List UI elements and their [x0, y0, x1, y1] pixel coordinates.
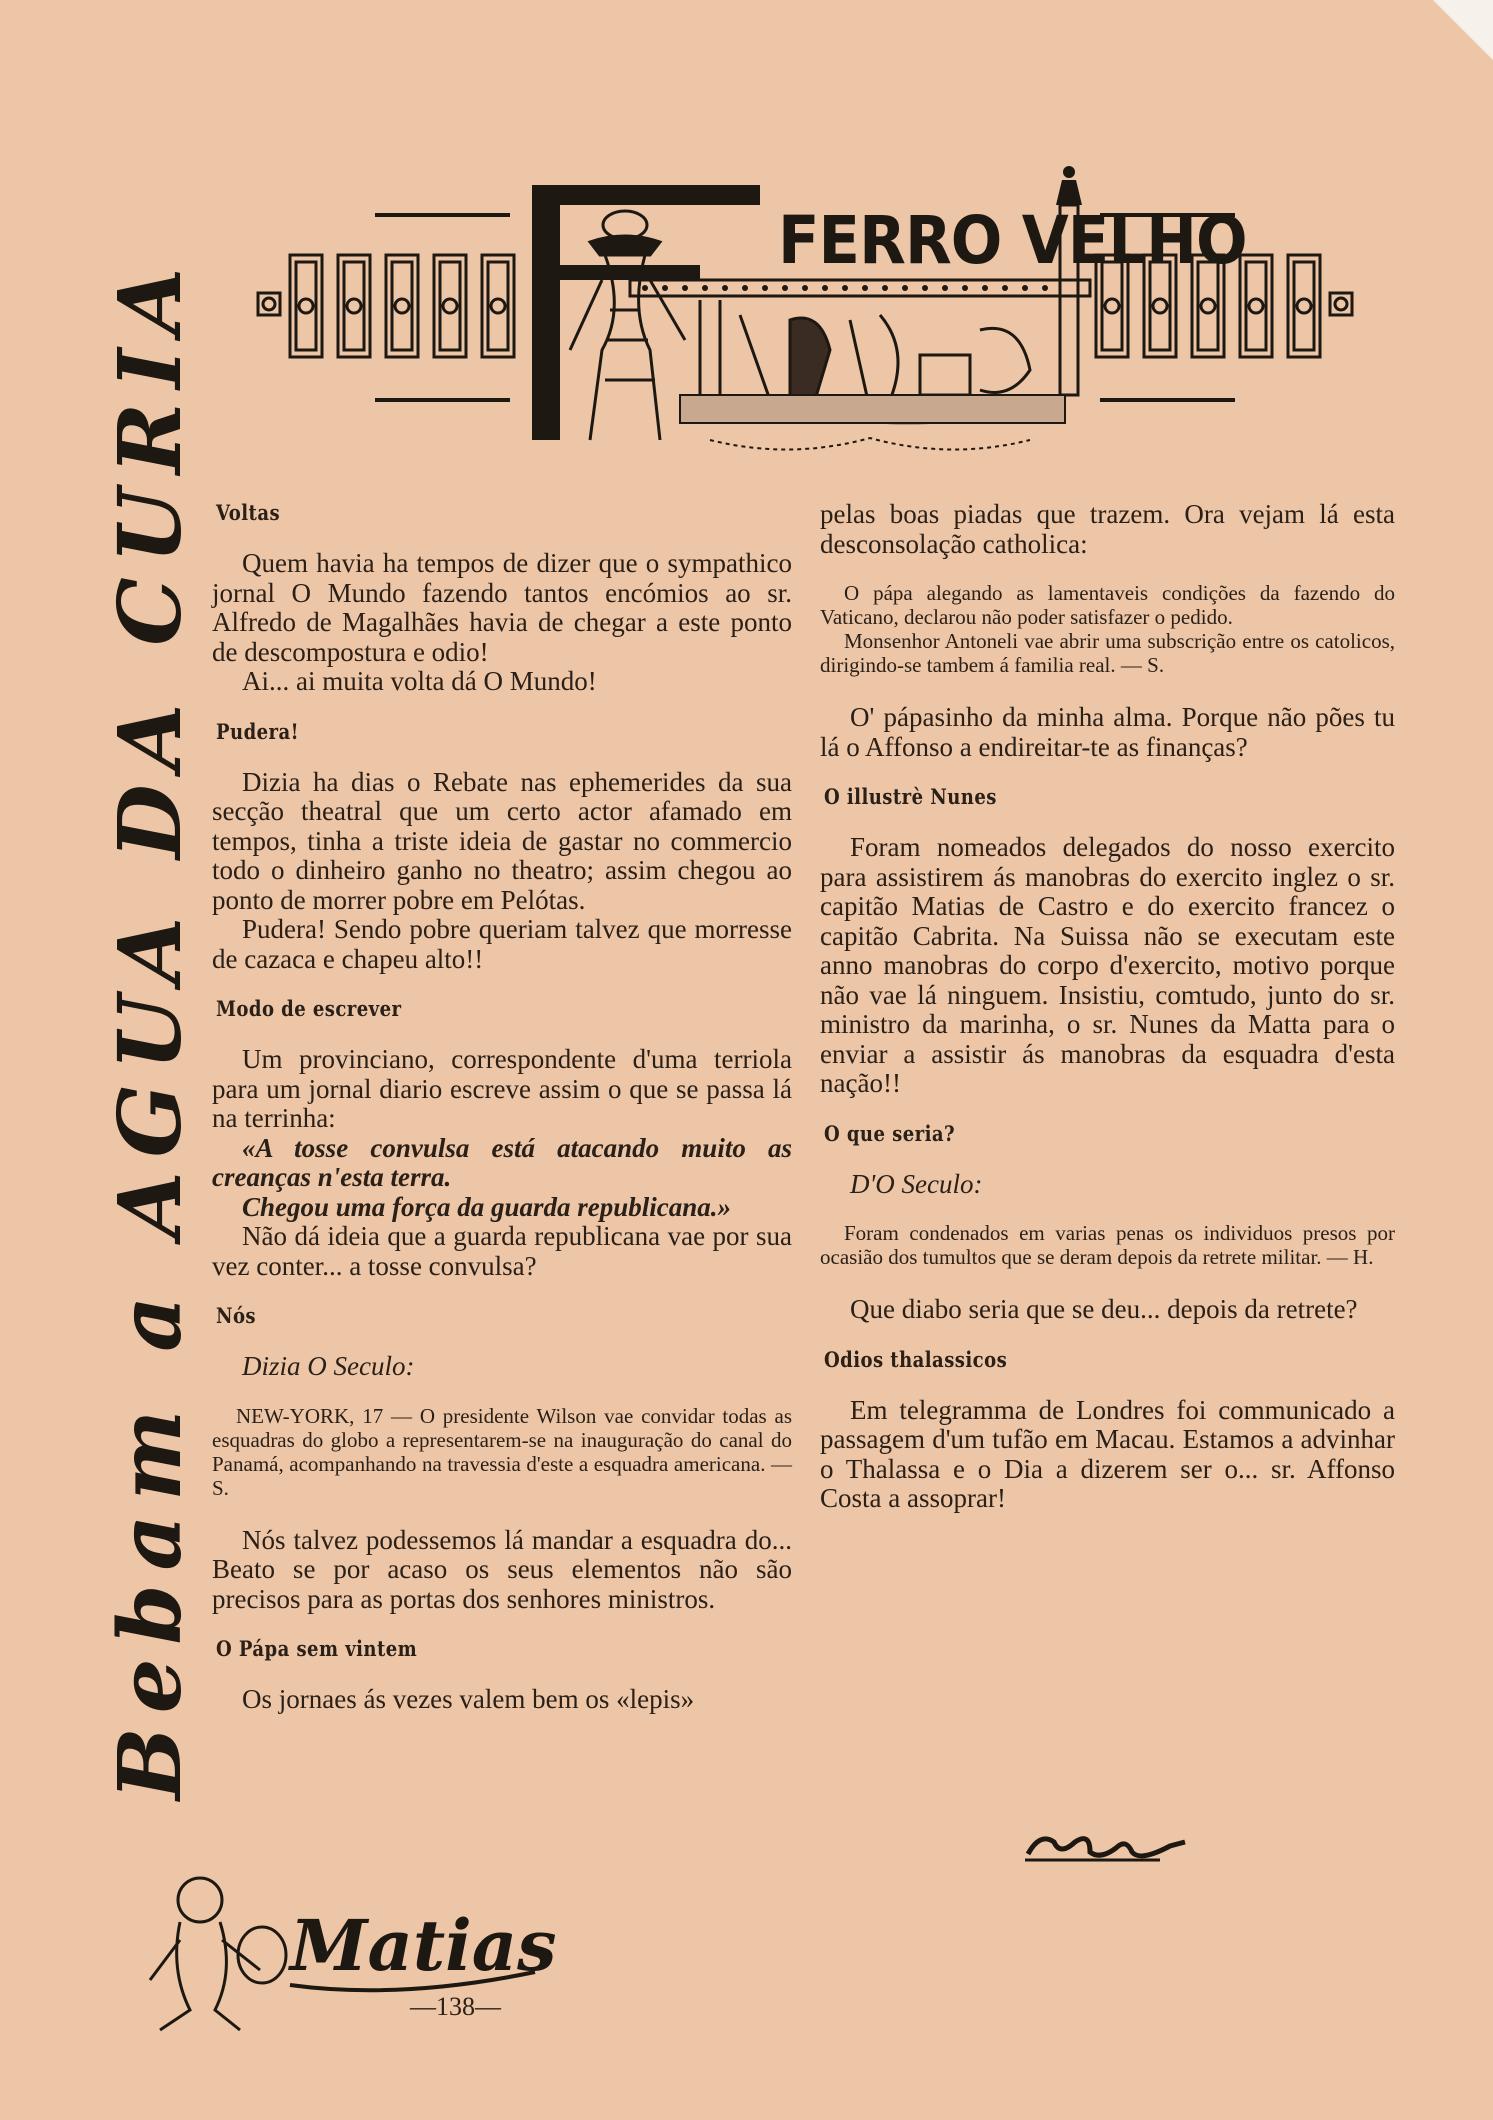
paragraph: Ai... ai muita volta dá O Mundo! — [242, 666, 597, 696]
side-banner: Bebam a AGUA DA CURIA — [100, 253, 201, 1800]
news-quote: Foram condenados em varias penas os individuos presos por ocasião dos tumultos que se deram depois da retrete militar. — H. — [820, 1221, 1395, 1269]
paragraph: Um provinciano, correspondente d'uma terriola para um jornal diario escreve assim o que se passa lá na terrinha: — [212, 1044, 792, 1133]
paragraph: pelas boas piadas que trazem. Ora vejam lá esta desconsolação catholica: — [820, 499, 1395, 559]
paragraph: D'O Seculo: — [850, 1168, 983, 1199]
page-number: —138— — [410, 1992, 501, 2021]
header-title: FERRO VELHO — [778, 202, 1247, 279]
heading-nos: Nós — [216, 1303, 257, 1328]
news-quote: O pápa alegando as lamentaveis condições da fazendo do Vaticano, declarou não poder satisfazer o pedido. — [820, 581, 1395, 629]
heading-o-que-seria: O que seria? — [824, 1120, 956, 1146]
svg-text:Matias: Matias — [290, 1904, 557, 1987]
heading-modo-de-escrever: Modo de escrever — [216, 996, 402, 1021]
paragraph: Foram nomeados delegados do nosso exercito para assistirem ás manobras do exercito inglez o sr. capitão Matias de Castro e do exercito francez o capitão Cabrita. Na Suissa não se executam este anno manobras do corpo d'exercito, motivo porque não vae lá ninguem. Insistiu, comtudo, junto do sr. ministro da marinha, o sr. Nunes da Matta para o enviar a assistir ás manobras da esquadra d'esta nação!! — [820, 832, 1395, 1098]
paragraph: Pudera! Sendo pobre queriam talvez que morresse de cazaca e chapeu alto!! — [212, 914, 792, 974]
header-illustration — [230, 150, 1370, 460]
paragraph: Que diabo seria que se deu... depois da retrete? — [850, 1294, 1358, 1324]
paragraph: Não dá ideia que a guarda republicana vae por sua vez conter... a tosse convulsa? — [212, 1221, 792, 1281]
torn-corner — [1433, 0, 1493, 60]
heading-voltas: Voltas — [216, 500, 281, 525]
paragraph: Os jornaes ás vezes valem bem os «lepis» — [242, 1684, 695, 1714]
signature-icon — [1020, 1812, 1190, 1877]
ferro-velho-header — [230, 150, 1370, 460]
paragraph: Dizia ha dias o Rebate nas ephemerides da sua secção theatral que um certo actor afamado em tempos, tinha a triste ideia de gastar no commercio todo o dinheiro ganho no theatro; assim chegou ao ponto de morrer pobre em Pelótas. — [212, 766, 792, 915]
quoted-line: Chegou uma força da guarda republicana.» — [242, 1191, 732, 1222]
left-column — [212, 500, 792, 1737]
news-quote: NEW-YORK, 17 — O presidente Wilson vae convidar todas as esquadras do globo a representarem-se na inauguração do canal do Panamá, acompanhando na travessia d'este a esquadra americana. — S. — [212, 1403, 792, 1500]
paragraph: O' pápasinho da minha alma. Porque não pões tu lá o Affonso a endireitar-te as finanças? — [820, 702, 1395, 762]
paragraph: Nós talvez podessemos lá mandar a esquadra do... Beato se por acaso os seus elementos não são precisos para as portas dos senhores ministros. — [212, 1524, 792, 1614]
heading-pudera: Pudera! — [216, 718, 299, 744]
right-column — [820, 500, 1395, 1536]
quoted-line: «A tosse convulsa está atacando muito as creanças n'esta terra. — [212, 1132, 792, 1192]
news-quote: Monsenhor Antoneli vae abrir uma subscrição entre os catolicos, dirigindo-se tambem á familia real. — S. — [820, 629, 1395, 677]
heading-illustre-nunes: O illustrè Nunes — [824, 784, 997, 809]
paragraph: Dizia O Seculo: — [242, 1351, 415, 1381]
heading-papa-sem-vintem: O Pápa sem vintem — [216, 1636, 418, 1661]
paragraph: Em telegramma de Londres foi communicado a passagem d'um tufão em Macau. Estamos a advinhar o Thalassa e o Dia a dizerem ser o... sr. Affonso Costa a assoprar! — [820, 1394, 1395, 1513]
heading-odios-thalassicos: Odios thalassicos — [824, 1346, 1008, 1372]
paragraph: Quem havia ha tempos de dizer que o sympathico jornal O Mundo fazendo tantos encómios ao sr. Alfredo de Magalhães havia de chegar a este ponto de descompostura e odio! — [212, 548, 792, 667]
